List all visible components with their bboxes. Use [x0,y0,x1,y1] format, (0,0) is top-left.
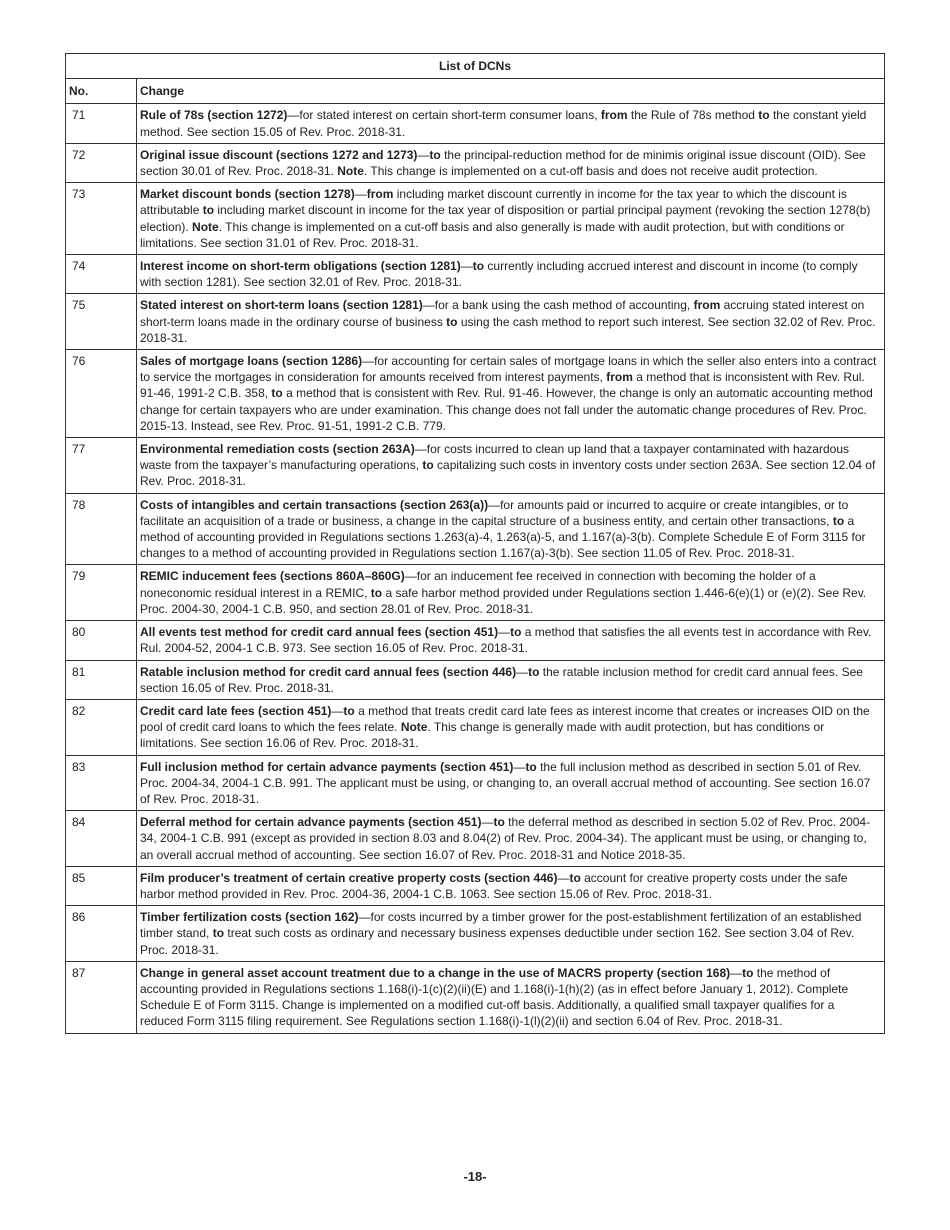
table-row [66,906,885,962]
dcn-number: 83 [66,755,137,811]
text-run: —for costs incurred by a timber grower for the post-establishment fertilization of an established timber stand, [140,910,862,941]
bold-text: to [212,926,225,941]
text-run: account for creative property costs under the safe harbor method provided in Rev. Proc. 2004-36, 2004-1 C.B. 1063. See section 15.06 of Rev. Proc. 2018-31. [140,870,848,901]
text-run: —for a bank using the cash method of accounting, [422,298,694,313]
text-run: a method that is inconsistent with Rev. Rul. 91-46, 1991-2 C.B. 358, [140,370,865,401]
dcn-number: 72 [66,143,137,182]
bold-text: Credit card late fees (section 451) [140,703,332,718]
text-run: —for costs incurred to clean up land that a taxpayer contaminated with hazardous waste from the taxpayer’s manufacturing operations, [140,442,849,473]
dcn-change-description [137,143,885,182]
table-row [66,493,885,565]
bold-text: to [472,259,485,274]
dcn-change-description [137,565,885,621]
table-row [66,255,885,294]
table-row [66,183,885,255]
text-run: the method of accounting provided in Regulations sections 1.168(i)-1(c)(2)(ii)(E) and 1.168(i)-1(h)(2) (as in effect before January 1, 2012). Complete Schedule E of Form 3115. Change is implemented on a modified cut-off basis. Additionally, a qualified small taxpayer qualifies for a reduced Form 3115 filing requirement. See Regulations section 1.168(i)-1(l)(2)(ii) and section 6.04 of Rev. Proc. 2018-31. [140,965,849,1029]
bold-text: Stated interest on short-term loans (section 1281) [140,298,423,313]
text-run: capitalizing such costs in inventory costs under section 263A. See section 12.04 of Rev. Proc. 2018-31. [140,458,876,489]
text-run: —for accounting for certain sales of mortgage loans in which the seller also enters into a contract to service the mortgages in consideration for amounts received from interest payments, [140,354,877,385]
bold-text: to [569,870,581,885]
text-run: the constant yield method. See section 15.05 of Rev. Proc. 2018-31. [140,108,867,139]
dcn-change-description [137,961,885,1033]
table-header-row [66,79,885,104]
bold-text: All events test method for credit card annual fees (section 451) [140,625,499,640]
dcn-change-description [137,621,885,660]
table-body [66,104,885,1033]
bold-text: Note [337,164,364,179]
dcn-number: 73 [66,183,137,255]
page-number: -18- [463,1169,487,1184]
dcn-change-description [137,811,885,867]
text-run: a method that is consistent with Rev. Rul. 91-46. However, the change is only an automatic accounting method change for certain taxpayers who are under examination. This change does not fall under the automatic change procedures of Rev. Proc. 2015-13. Instead, see Rev. Proc. 91-51, 1991-2 C.B. 779. [140,386,873,433]
bold-text: to [493,815,505,830]
dcn-table [65,53,885,1034]
text-run: —for stated interest on certain short-term consumer loans, [287,108,601,123]
bold-text: to [422,458,434,473]
table-title: List of DCNs [66,54,885,79]
table-row [66,866,885,905]
bold-text: Note [192,219,219,234]
text-run: currently including accrued interest and discount in income (to comply with section 1281). See section 32.01 of Rev. Proc. 2018-31. [140,259,858,290]
dcn-number: 76 [66,350,137,438]
text-run: a safe harbor method provided under Regulations section 1.446-6(e)(1) or (e)(2). See Rev. Proc. 2004-30, 2004-1 C.B. 950, and section 28.01 of Rev. Proc. 2018-31. [140,585,867,616]
bold-text: to [510,625,522,640]
table-row [66,350,885,438]
bold-text: Environmental remediation costs (section 263A) [140,442,415,457]
text-run: . This change is implemented on a cut-off basis and also generally is made with audit protection, but with conditions or limitations. See section 31.01 of Rev. Proc. 2018-31. [140,219,845,250]
text-run: the principal-reduction method for de minimis original issue discount (OID). See section 30.01 of Rev. Proc. 2018-31. [140,147,866,179]
text-run: —for an inducement fee received in connection with becoming the holder of a noneconomic residual interest in a REMIC, [140,569,816,600]
dcn-number: 79 [66,565,137,621]
bold-text: from [693,298,721,313]
bold-text: from [606,370,633,385]
text-run: the full inclusion method as described in section 5.01 of Rev. Proc. 2004-34, 2004-1 C.B. 991. The applicant must be using, or changing to, an overall accrual method of accounting. See section 16.07 of Rev. Proc. 2018-31. [140,759,871,806]
column-header-no: No. [66,79,137,104]
text-run: accruing stated interest on short-term loans made in the ordinary course of business [140,298,865,329]
text-run: using the cash method to report such interest. See section 32.02 of Rev. Proc. 2018-31. [140,314,876,345]
dcn-change-description [137,755,885,811]
dcn-change-description [137,350,885,438]
text-run: including market discount in income for the tax year of disposition or partial principal payment (revoking the section 1278(b) election). [140,203,871,234]
dcn-number: 82 [66,699,137,755]
table-row [66,438,885,494]
bold-text: Full inclusion method for certain advance payments (section 451) [140,759,514,774]
dcn-number: 84 [66,811,137,867]
bold-text: Sales of mortgage loans (section 1286) [140,354,363,369]
bold-text: Market discount bonds (section 1278) [140,187,355,202]
dcn-change-description [137,438,885,494]
text-run: — [460,259,473,274]
text-run: —for amounts paid or incurred to acquire or create intangibles, or to facilitate an acquisition of a trade or business, a change in the capital structure of a business entity, and certain other transactions, [140,497,849,528]
text-run: — [513,759,526,774]
bold-text: Costs of intangibles and certain transactions (section 263(a)) [140,497,489,512]
dcn-number: 77 [66,438,137,494]
text-run: — [417,147,430,162]
text-run: treat such costs as ordinary and necessary business expenses deductible under section 162. See section 3.04 of Rev. Proc. 2018-31. [140,926,855,957]
dcn-number: 75 [66,294,137,350]
bold-text: Rule of 78s (section 1272) [140,108,288,123]
text-run: — [730,965,743,980]
table-row [66,294,885,350]
bold-text: to [370,585,383,600]
bold-text: to [758,108,770,123]
text-run: — [331,703,344,718]
text-run: including market discount currently in income for the tax year to which the discount is attributable [140,187,847,218]
bold-text: to [343,703,355,718]
table-row [66,961,885,1033]
bold-text: REMIC inducement fees (sections 860A–860G) [140,569,405,584]
bold-text: Timber fertilization costs (section 162) [140,910,359,925]
dcn-change-description [137,104,885,143]
bold-text: Ratable inclusion method for credit card annual fees (section 446) [140,664,517,679]
dcn-number: 85 [66,866,137,905]
dcn-change-description [137,294,885,350]
bold-text: to [202,203,215,218]
table-row [66,660,885,699]
bold-text: from [366,187,394,202]
dcn-change-description [137,866,885,905]
text-run: . This change is generally made with audit protection, but has conditions or limitations. See section 16.06 of Rev. Proc. 2018-31. [140,720,825,751]
bold-text: Film producer’s treatment of certain creative property costs (section 446) [140,870,558,885]
dcn-number: 74 [66,255,137,294]
dcn-number: 78 [66,493,137,565]
text-run: a method that treats credit card late fees as interest income that creates or increases OID on the pool of credit card loans to which the fees relate. [140,703,870,735]
dcn-change-description [137,183,885,255]
text-run: — [557,870,570,885]
table-row [66,621,885,660]
bold-text: Change in general asset account treatment due to a change in the use of MACRS property (section 168) [140,965,731,980]
dcn-number: 80 [66,621,137,660]
dcn-number: 71 [66,104,137,143]
column-header-change: Change [137,79,885,104]
text-run: — [354,187,367,202]
text-run: a method that satisfies the all events test in accordance with Rev. Rul. 2004-52, 2004-1 C.B. 973. See section 16.05 of Rev. Proc. 2018-31. [140,625,872,656]
table-row [66,143,885,182]
bold-text: from [600,108,628,123]
text-run: — [498,625,511,640]
bold-text: Note [400,720,428,735]
text-run: the ratable inclusion method for credit card annual fees. See section 16.05 of Rev. Proc. 2018-31. [140,664,863,695]
table-title-row [66,54,885,79]
bold-text: Original issue discount (sections 1272 and 1273) [140,147,418,162]
text-run: a method of accounting provided in Regulations sections 1.263(a)-4, 1.263(a)-5, and 1.167(a)-3(b). Complete Schedule E of Form 3115 for changes to a method of accounting provided in Regulations section 1.167(a)-3(b). See section 11.05 of Rev. Proc. 2018-31. [140,513,866,561]
text-run: the deferral method as described in section 5.02 of Rev. Proc. 2004-34, 2004-1 C.B. 991 (except as provided in section 8.03 and 8.04(2) of Rev. Proc. 2004-34). The applicant must be using, or changing to, an overall accrual method of accounting. See section 16.07 of Rev. Proc. 2018-31 and Notice 2018-35. [140,815,871,862]
dcn-change-description [137,906,885,962]
text-run: — [516,664,529,679]
bold-text: to [271,386,283,401]
bold-text: to [446,314,458,329]
table-row [66,811,885,867]
dcn-change-description [137,493,885,565]
dcn-change-description [137,660,885,699]
table-row [66,699,885,755]
bold-text: Interest income on short-term obligations (section 1281) [140,259,461,274]
dcn-change-description [137,699,885,755]
dcn-number: 87 [66,961,137,1033]
dcn-change-description [137,255,885,294]
bold-text: to [528,664,540,679]
text-run: the Rule of 78s method [627,108,759,123]
dcn-number: 81 [66,660,137,699]
dcn-number: 86 [66,906,137,962]
bold-text: to [525,759,537,774]
bold-text: to [429,147,441,162]
bold-text: Deferral method for certain advance payments (section 451) [140,815,482,830]
bold-text: to [742,965,754,980]
bold-text: to [832,513,845,528]
table-row [66,755,885,811]
table-row [66,565,885,621]
table-row [66,104,885,143]
text-run: — [481,815,494,830]
text-run: . This change is implemented on a cut-off basis and does not receive audit protection. [363,164,818,179]
